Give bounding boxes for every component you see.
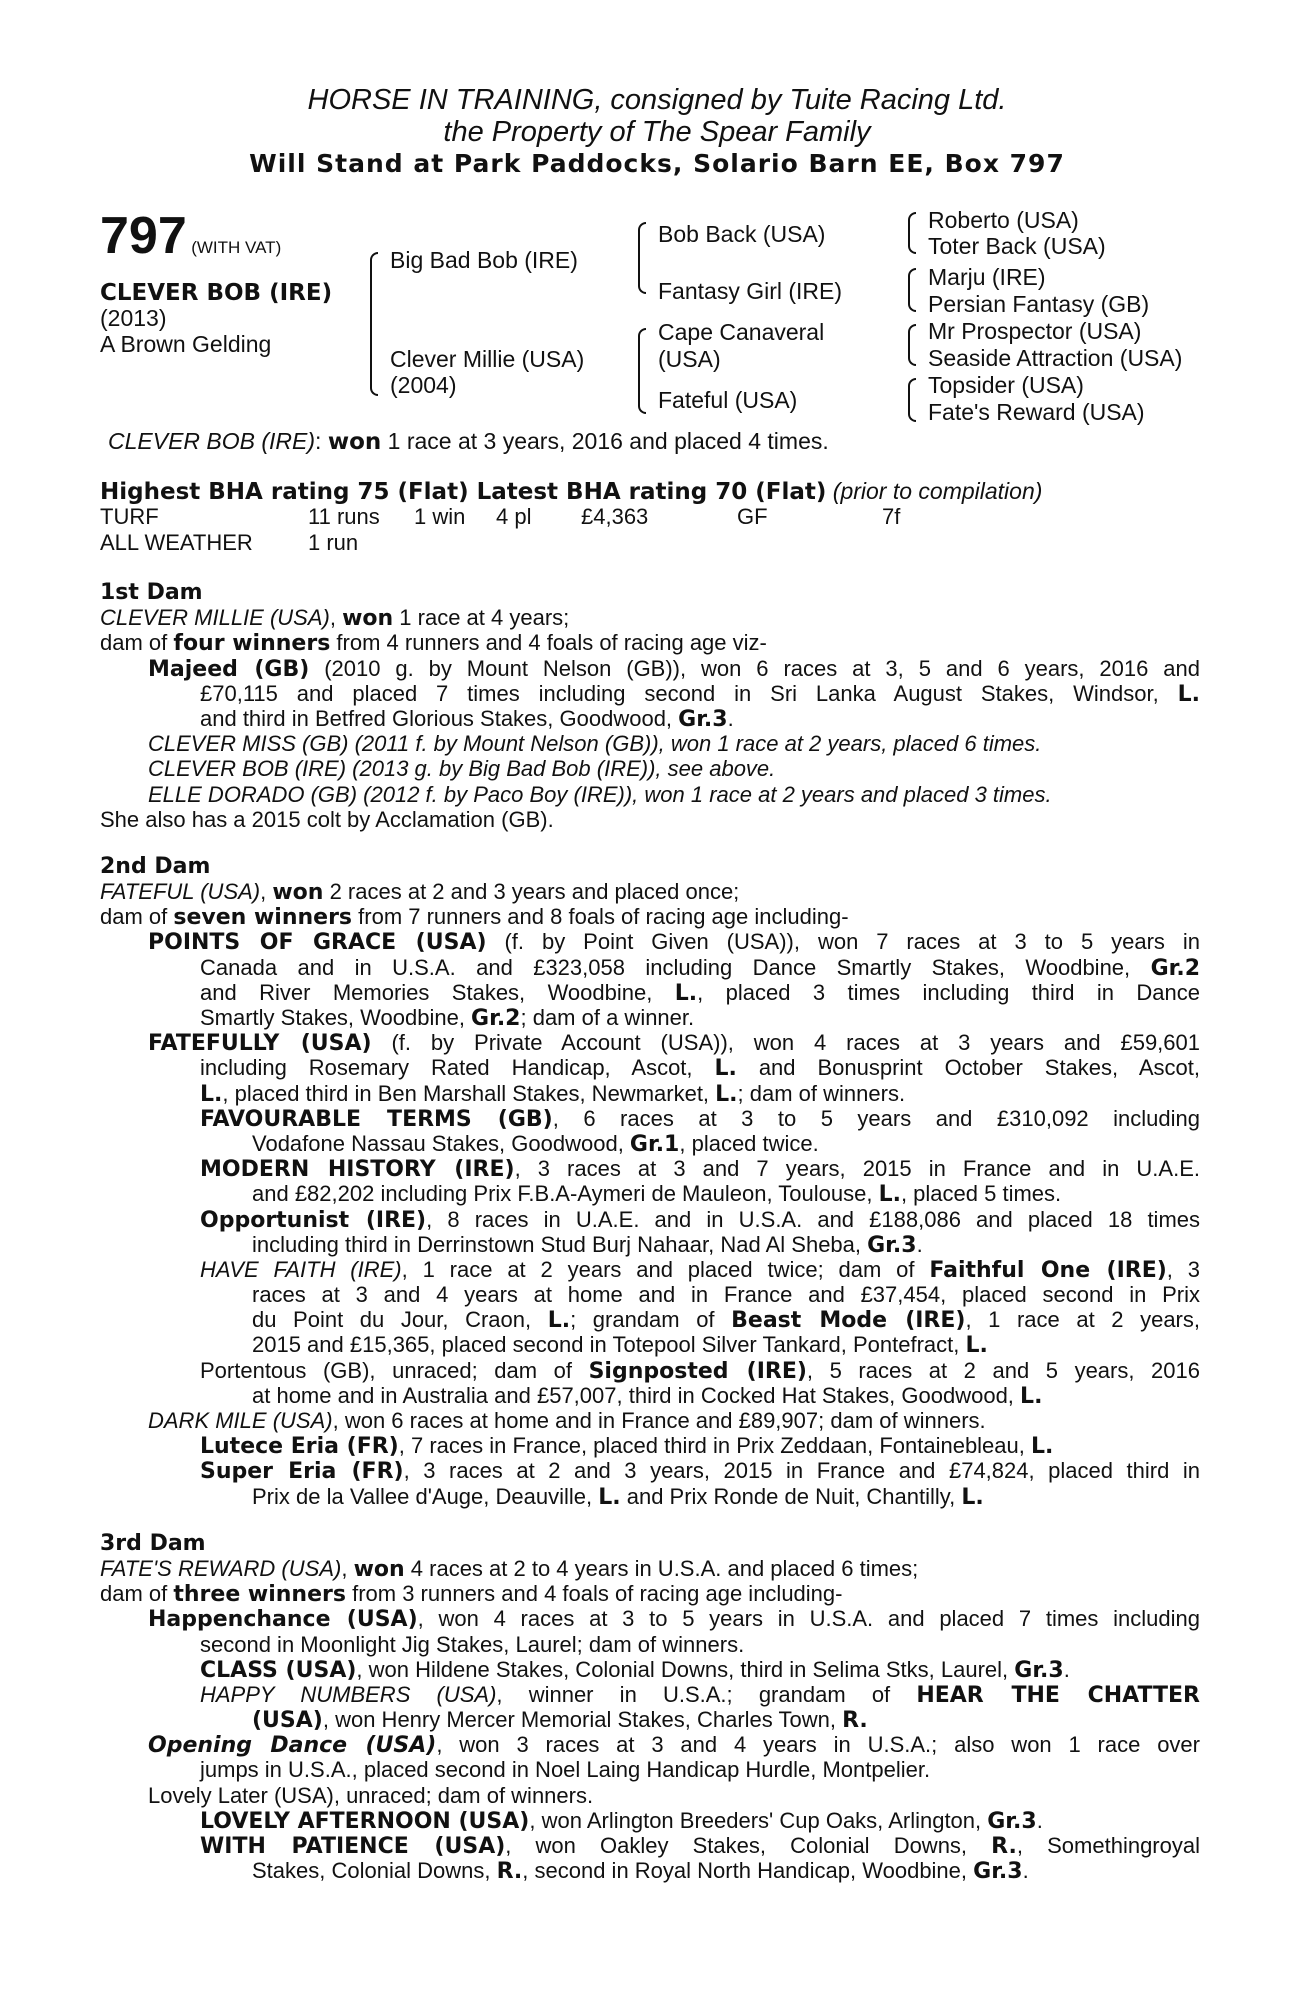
hear-the-chatter-text: , won Henry Mercer Memorial Stakes, Charles Town, <box>322 1707 843 1733</box>
aw-runs: 1 run <box>308 530 359 555</box>
favourable-terms-line2: Vodafone Nassau Stakes, Goodwood, <box>252 1130 630 1156</box>
dam2-record: 2 races at 2 and 3 years and placed once; <box>323 879 740 905</box>
beast-mode-line2: 2015 and £15,365, placed second in Totepool Silver Tankard, Pontefract, <box>252 1332 966 1358</box>
opportunist: Opportunist (IRE) <box>200 1207 427 1233</box>
signposted-line2: at home and in Australia and £57,007, third in Cocked Hat Stakes, Goodwood, <box>252 1382 1021 1408</box>
summary-colon: : <box>315 428 322 454</box>
rating-bold: Highest BHA rating 75 (Flat) Latest BHA rating 70 (Flat) <box>100 479 827 505</box>
with-patience-text2: , Somethingroyal <box>1016 1833 1200 1858</box>
beast-mode-text: , 1 race at 2 years, <box>965 1307 1200 1333</box>
dam1-foal-clever-bob: CLEVER BOB (IRE) (2013 g. by Big Bad Bob (IRE)), see above. <box>148 756 776 782</box>
fatefully-line3: , placed third in Ben Marshall Stakes, Newmarket, <box>222 1080 716 1106</box>
pedigree-g4: Persian Fantasy (GB) <box>928 291 1150 317</box>
dam3-damof: dam of <box>100 1581 174 1607</box>
rating-line <box>100 479 1042 505</box>
class-text: , won Hildene Stakes, Colonial Downs, third in Selima Stks, Laurel, <box>356 1656 1015 1682</box>
race-summary <box>108 429 829 455</box>
opportunist-text: , 8 races in U.A.E. and in U.S.A. and £188,086 and placed 18 times <box>426 1206 1201 1232</box>
portentous: Portentous (GB), unraced; dam of <box>200 1357 589 1383</box>
favourable-terms-text: , 6 races at 3 to 5 years and £310,092 including <box>552 1105 1200 1131</box>
dam3-title: 3rd Dam <box>100 1530 206 1556</box>
group-mark: Gr.2 <box>471 1006 521 1031</box>
dam1-won: won <box>342 606 394 632</box>
dam1-majeed-line2: £70,115 and placed 7 times including second in Sri Lanka August Stakes, Windsor, <box>200 680 1178 706</box>
dam1-name: CLEVER MILLIE (USA) <box>100 605 330 631</box>
dam1-foal-elle-dorado: ELLE DORADO (GB) (2012 f. by Paco Boy (IRE)), won 1 race at 2 years and placed 3 times. <box>148 781 1052 807</box>
listed-mark: L. <box>1020 1383 1043 1409</box>
have-faith: HAVE FAITH (IRE) <box>200 1256 402 1282</box>
points-of-grace: POINTS OF GRACE (USA) <box>148 930 487 956</box>
dam1-majeed-end: . <box>727 705 734 731</box>
restricted-mark: R. <box>496 1859 523 1885</box>
pedigree-dam-dam: Fateful (USA) <box>658 387 798 413</box>
modern-history-end: , placed 5 times. <box>900 1181 1062 1207</box>
opportunist-line2: including third in Derrinstown Stud Burj Nahaar, Nad Al Sheba, <box>252 1231 868 1257</box>
turf-label: TURF <box>100 504 159 529</box>
listed-mark: L. <box>961 1484 984 1510</box>
restricted-mark: R. <box>991 1834 1017 1859</box>
with-patience-line2b: , second in Royal North Handicap, Woodbine, <box>522 1858 974 1884</box>
hear-the-chatter: HEAR THE CHATTER <box>916 1682 1200 1708</box>
super-eria-text: , 3 races at 2 and 3 years, 2015 in France and £74,824, placed third in <box>403 1458 1201 1484</box>
dam3-name: FATE'S REWARD (USA) <box>100 1555 342 1581</box>
pedigree-sire: Big Bad Bob (IRE) <box>390 247 578 273</box>
happenchance-text: , won 4 races at 3 to 5 years in U.S.A. and placed 7 times including <box>417 1606 1200 1632</box>
signposted: Signposted (IRE) <box>588 1358 807 1384</box>
dam1-foal-clever-miss: CLEVER MISS (GB) (2011 f. by Mount Nelson (GB)), won 1 race at 2 years, placed 6 times. <box>148 731 1042 757</box>
dam1-foal-majeed-text: (2010 g. by Mount Nelson (GB)), won 6 races at 3, 5 and 6 years, 2016 and <box>309 655 1200 681</box>
favourable-terms-end: , placed twice. <box>679 1130 819 1156</box>
pedigree-brace-g4 <box>908 378 916 422</box>
have-faith-line2: races at 3 and 4 years at home and in France and £37,454, placed second in Prix <box>252 1282 1200 1308</box>
pedigree-brace-g3 <box>908 324 916 366</box>
dam3-record: 4 races at 2 to 4 years in U.S.A. and placed 6 times; <box>404 1555 919 1581</box>
pedigree-dam-sire-1: Cape Canaveral <box>658 319 825 345</box>
turf-wins: 1 win <box>414 504 466 529</box>
dam3-winners: three winners <box>173 1582 346 1608</box>
dam1-majeed-line3: and third in Betfred Glorious Stakes, Goodwood, <box>200 705 679 731</box>
header-consignor: HORSE IN TRAINING, consigned by Tuite Racing Ltd. <box>307 84 1007 116</box>
dam2-runners: from 7 runners and 8 foals of racing age including- <box>352 904 849 930</box>
faithful-one: Faithful One (IRE) <box>929 1257 1167 1283</box>
super-eria-line2b: and Prix Ronde de Nuit, Chantilly, <box>620 1483 962 1509</box>
lutece-eria: Lutece Eria (FR) <box>200 1434 399 1460</box>
fatefully: FATEFULLY (USA) <box>148 1031 372 1057</box>
pedigree-brace-g1 <box>908 212 916 254</box>
super-eria-line2: Prix de la Vallee d'Auge, Deauville, <box>252 1483 599 1509</box>
pedigree-brace-g2 <box>908 268 916 312</box>
dam1-winners: four winners <box>173 631 331 657</box>
happenchance: Happenchance (USA) <box>148 1607 418 1633</box>
happy-numbers: HAPPY NUMBERS (USA) <box>200 1681 497 1707</box>
lovely-later: Lovely Later (USA), unraced; dam of winners. <box>148 1782 594 1808</box>
restricted-mark: R. <box>842 1708 868 1734</box>
listed-mark: L. <box>547 1308 571 1334</box>
points-of-grace-line2: Canada and in U.S.A. and £323,058 including Dance Smartly Stakes, Woodbine, <box>200 954 1151 980</box>
summary-won: won <box>327 429 382 455</box>
dam1-title: 1st Dam <box>100 580 203 605</box>
beast-mode: Beast Mode (IRE) <box>731 1308 966 1334</box>
modern-history-line2: and £82,202 including Prix F.B.A-Aymeri de Mauleon, Toulouse, <box>252 1181 879 1207</box>
modern-history: MODERN HISTORY (IRE) <box>200 1157 515 1183</box>
listed-mark: L. <box>878 1182 901 1208</box>
pedigree-dam-sire-2: (USA) <box>658 346 721 372</box>
header-stand: Will Stand at Park Paddocks, Solario Barn EE, Box 797 <box>249 149 1065 178</box>
happenchance-line2: second in Moonlight Jig Stakes, Laurel; dam of winners. <box>200 1631 745 1657</box>
fatefully-end: ; dam of winners. <box>737 1080 906 1106</box>
lot-number: 797 <box>100 207 187 265</box>
have-faith-text2: , 3 <box>1166 1256 1200 1282</box>
listed-mark: L. <box>965 1333 988 1359</box>
listed-mark: L. <box>598 1484 621 1510</box>
listed-mark: L. <box>200 1081 223 1107</box>
aw-label: ALL WEATHER <box>100 530 253 555</box>
favourable-terms: FAVOURABLE TERMS (GB) <box>200 1106 553 1132</box>
happy-numbers-text: , winner in U.S.A.; grandam of <box>496 1681 917 1707</box>
turf-money: £4,363 <box>581 504 649 529</box>
pedigree-g6: Seaside Attraction (USA) <box>928 345 1183 371</box>
hear-the-chatter-country: (USA) <box>252 1708 323 1734</box>
have-faith-text: , 1 race at 2 years and placed twice; dam of <box>401 1256 930 1282</box>
dam1-foal-majeed: Majeed (GB) <box>148 656 310 682</box>
turf-runs: 11 runs <box>308 504 380 529</box>
group-mark: Gr.3 <box>987 1808 1037 1834</box>
have-faith-line3: du Point du Jour, Craon, <box>252 1307 548 1333</box>
pedigree-sire-sire: Bob Back (USA) <box>658 221 826 247</box>
pedigree-dam-1: Clever Millie (USA) <box>390 346 585 372</box>
pedigree-g8: Fate's Reward (USA) <box>928 399 1145 425</box>
opening-dance: Opening Dance (USA) <box>148 1733 437 1759</box>
fatefully-line2: including Rosemary Rated Handicap, Ascot, <box>200 1055 715 1081</box>
lot-number-block <box>100 208 281 264</box>
listed-mark: L. <box>714 1056 737 1082</box>
dam2-damof: dam of <box>100 904 174 930</box>
turf-placed: 4 pl <box>496 504 532 529</box>
points-of-grace-end: ; dam of a winner. <box>520 1005 695 1030</box>
dam1-damof: dam of <box>100 630 174 656</box>
horse-description: A Brown Gelding <box>100 331 272 357</box>
dam2-won: won <box>272 880 324 906</box>
have-faith-grandam: ; grandam of <box>570 1307 732 1333</box>
pedigree-g7: Topsider (USA) <box>928 372 1084 398</box>
with-patience-end: . <box>1022 1858 1029 1884</box>
class-end: . <box>1063 1656 1070 1682</box>
points-of-grace-line3b: , placed 3 times including third in Dance <box>697 979 1200 1005</box>
super-eria: Super Eria (FR) <box>200 1459 404 1485</box>
dam1-runners: from 4 runners and 4 foals of racing age viz- <box>330 630 767 656</box>
rating-note: (prior to compilation) <box>832 478 1043 504</box>
dark-mile: DARK MILE (USA) <box>148 1408 333 1433</box>
pedigree-brace-sire <box>638 222 646 294</box>
pedigree-brace-dam <box>638 328 646 414</box>
points-of-grace-line4: Smartly Stakes, Woodbine, <box>200 1005 472 1030</box>
family-section <box>100 580 1200 1883</box>
horse-year: (2013) <box>100 305 167 331</box>
opening-dance-text: , won 3 races at 3 and 4 years in U.S.A.; also won 1 race over <box>436 1732 1200 1758</box>
listed-mark: L. <box>1177 681 1200 707</box>
with-patience-line2: Stakes, Colonial Downs, <box>252 1858 497 1884</box>
turf-distance: 7f <box>882 504 901 529</box>
dam1-colt-note: She also has a 2015 colt by Acclamation (GB). <box>100 806 554 832</box>
group-mark: Gr.3 <box>867 1232 917 1258</box>
lovely-afternoon-end: . <box>1036 1807 1043 1833</box>
dam2-name: FATEFUL (USA) <box>100 879 261 905</box>
pedigree-g2: Toter Back (USA) <box>928 233 1106 259</box>
opportunist-end: . <box>916 1231 923 1257</box>
lovely-afternoon-text: , won Arlington Breeders' Cup Oaks, Arlington, <box>529 1807 988 1833</box>
summary-horse-name: CLEVER BOB (IRE) <box>108 428 316 454</box>
with-patience: WITH PATIENCE (USA) <box>200 1834 506 1859</box>
dark-mile-text: , won 6 races at home and in France and £89,907; dam of winners. <box>332 1408 986 1433</box>
class-usa: CLASS (USA) <box>200 1657 357 1683</box>
lutece-eria-text: , 7 races in France, placed third in Prix Zeddaan, Fontainebleau, <box>398 1433 1031 1459</box>
points-of-grace-text: (f. by Point Given (USA)), won 7 races at 3 to 5 years in <box>486 929 1200 955</box>
dam3-won: won <box>353 1556 405 1582</box>
fatefully-line2b: and Bonusprint October Stakes, Ascot, <box>736 1055 1200 1081</box>
pedigree-g3: Marju (IRE) <box>928 264 1046 290</box>
signposted-text: , 5 races at 2 and 5 years, 2016 <box>806 1357 1200 1383</box>
listed-mark: L. <box>674 980 698 1006</box>
pedigree-dam-2: (2004) <box>390 372 457 398</box>
pedigree-g1: Roberto (USA) <box>928 207 1079 233</box>
turf-going: GF <box>737 504 768 529</box>
pedigree-g5: Mr Prospector (USA) <box>928 318 1142 344</box>
dam2-winners: seven winners <box>173 905 353 931</box>
dam3-sep: , <box>341 1555 354 1581</box>
points-of-grace-line3: and River Memories Stakes, Woodbine, <box>200 979 675 1005</box>
pedigree-brace-parents <box>370 252 378 396</box>
group-mark: Gr.1 <box>629 1131 680 1157</box>
group-mark: Gr.3 <box>678 706 728 732</box>
dam2-sep: , <box>260 879 273 905</box>
horse-name: CLEVER BOB (IRE) <box>100 280 333 306</box>
vat-label: (WITH VAT) <box>191 238 282 257</box>
lovely-afternoon: LOVELY AFTERNOON (USA) <box>200 1808 530 1834</box>
dam2-title: 2nd Dam <box>100 853 211 879</box>
opening-dance-line2: jumps in U.S.A., placed second in Noel Laing Handicap Hurdle, Montpelier. <box>200 1757 931 1783</box>
modern-history-text: , 3 races at 3 and 7 years, 2015 in France and in U.A.E. <box>514 1156 1200 1182</box>
dam1-sep: , <box>329 605 343 631</box>
pedigree-sire-dam: Fantasy Girl (IRE) <box>658 278 843 304</box>
fatefully-text: (f. by Private Account (USA)), won 4 races at 3 years and £59,601 <box>371 1030 1200 1056</box>
dam3-runners: from 3 runners and 4 foals of racing age including- <box>345 1581 843 1607</box>
group-mark: Gr.2 <box>1150 955 1200 981</box>
group-mark: Gr.3 <box>1014 1657 1064 1683</box>
summary-rest: 1 race at 3 years, 2016 and placed 4 times. <box>381 428 829 454</box>
with-patience-text: , won Oakley Stakes, Colonial Downs, <box>505 1833 992 1858</box>
group-mark: Gr.3 <box>973 1859 1023 1885</box>
listed-mark: L. <box>1031 1434 1054 1460</box>
listed-mark: L. <box>715 1081 738 1107</box>
dam1-record: 1 race at 4 years; <box>393 605 570 631</box>
header-property: the Property of The Spear Family <box>443 116 871 148</box>
